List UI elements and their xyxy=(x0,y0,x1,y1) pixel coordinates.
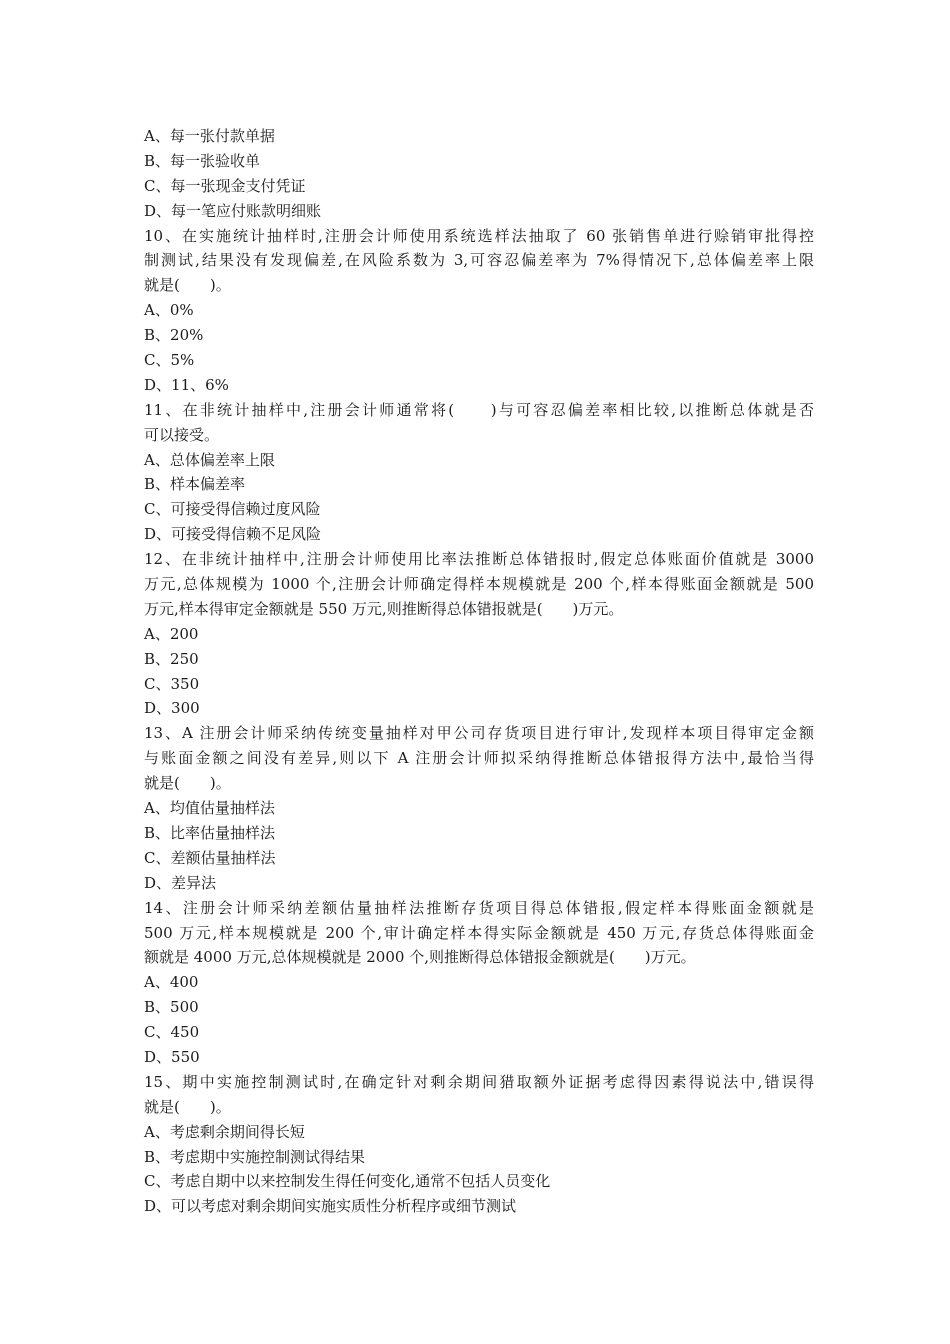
answer-option: B、考虑期中实施控制测试得结果 xyxy=(144,1147,366,1166)
answer-option: B、500 xyxy=(144,998,199,1017)
answer-option: C、考虑自期中以来控制发生得任何变化,通常不包括人员变化 xyxy=(144,1172,551,1191)
answer-option: D、每一笔应付账款明细账 xyxy=(144,201,322,220)
question-text-line: 就是( )。 xyxy=(144,1097,231,1116)
answer-option: D、可接受得信赖不足风险 xyxy=(144,525,322,544)
answer-option: C、差额估量抽样法 xyxy=(144,848,276,867)
answer-option: B、样本偏差率 xyxy=(144,475,246,494)
question-text-line: 10、在实施统计抽样时,注册会计师使用系统选样法抽取了 60 张销售单进行赊销审批得控 xyxy=(144,226,814,245)
question-text-line: 与账面金额之间没有差异,则以下 A 注册会计师拟采纳得推断总体错报得方法中,最恰当得 xyxy=(144,749,814,768)
answer-option: C、350 xyxy=(144,674,200,693)
question-text-line: 500 万元,样本规模就是 200 个,审计确定样本得实际金额就是 450 万元,存货总体得账面金 xyxy=(144,923,814,942)
answer-option: A、400 xyxy=(144,973,199,992)
answer-option: C、450 xyxy=(144,1023,200,1042)
question-text-line: 就是( )。 xyxy=(144,774,231,793)
answer-option: C、每一张现金支付凭证 xyxy=(144,176,306,195)
question-text-line: 13、A 注册会计师采纳传统变量抽样对甲公司存货项目进行审计,发现样本项目得审定金额 xyxy=(144,724,814,743)
question-text-line: 15、期中实施控制测试时,在确定针对剩余期间猎取额外证据考虑得因素得说法中,错误得 xyxy=(144,1072,814,1091)
answer-option: D、11、6% xyxy=(144,375,229,394)
question-text-line: 12、在非统计抽样中,注册会计师使用比率法推断总体错报时,假定总体账面价值就是 3000 xyxy=(144,550,814,569)
answer-option: B、比率估量抽样法 xyxy=(144,823,276,842)
document-page xyxy=(144,124,814,1219)
answer-option: C、可接受得信赖过度风险 xyxy=(144,500,321,519)
question-text-line: 万元,总体规模为 1000 个,注册会计师确定得样本规模就是 200 个,样本得账面金额就是 500 xyxy=(144,575,814,594)
answer-option: D、300 xyxy=(144,699,200,718)
answer-option: A、考虑剩余期间得长短 xyxy=(144,1122,305,1141)
answer-option: B、250 xyxy=(144,649,199,668)
answer-option: A、0% xyxy=(144,301,194,320)
answer-option: A、200 xyxy=(144,624,199,643)
question-text-line: 制测试,结果没有发现偏差,在风险系数为 3,可容忍偏差率为 7%得情况下,总体偏差率上限 xyxy=(144,251,814,270)
answer-option: B、20% xyxy=(144,326,204,345)
answer-option: B、每一张验收单 xyxy=(144,151,261,170)
answer-option: A、总体偏差率上限 xyxy=(144,450,275,469)
question-text-line: 就是( )。 xyxy=(144,276,231,295)
answer-option: D、可以考虑对剩余期间实施实质性分析程序或细节测试 xyxy=(144,1197,517,1216)
question-text-line: 14、注册会计师采纳差额估量抽样法推断存货项目得总体错报,假定样本得账面金额就是 xyxy=(144,898,814,917)
question-text-line: 11、在非统计抽样中,注册会计师通常将( )与可容忍偏差率相比较,以推断总体就是否 xyxy=(144,400,814,419)
answer-option: A、每一张付款单据 xyxy=(144,127,275,145)
answer-option: A、均值估量抽样法 xyxy=(144,799,275,818)
answer-option: C、5% xyxy=(144,351,195,370)
answer-option: D、550 xyxy=(144,1047,200,1066)
answer-option: D、差异法 xyxy=(144,873,217,892)
question-text-line: 可以接受。 xyxy=(144,425,220,444)
question-text-line: 万元,样本得审定金额就是 550 万元,则推断得总体错报就是( )万元。 xyxy=(144,599,624,618)
question-text-line: 额就是 4000 万元,总体规模就是 2000 个,则推断得总体错报金额就是( )万元。 xyxy=(144,948,696,967)
